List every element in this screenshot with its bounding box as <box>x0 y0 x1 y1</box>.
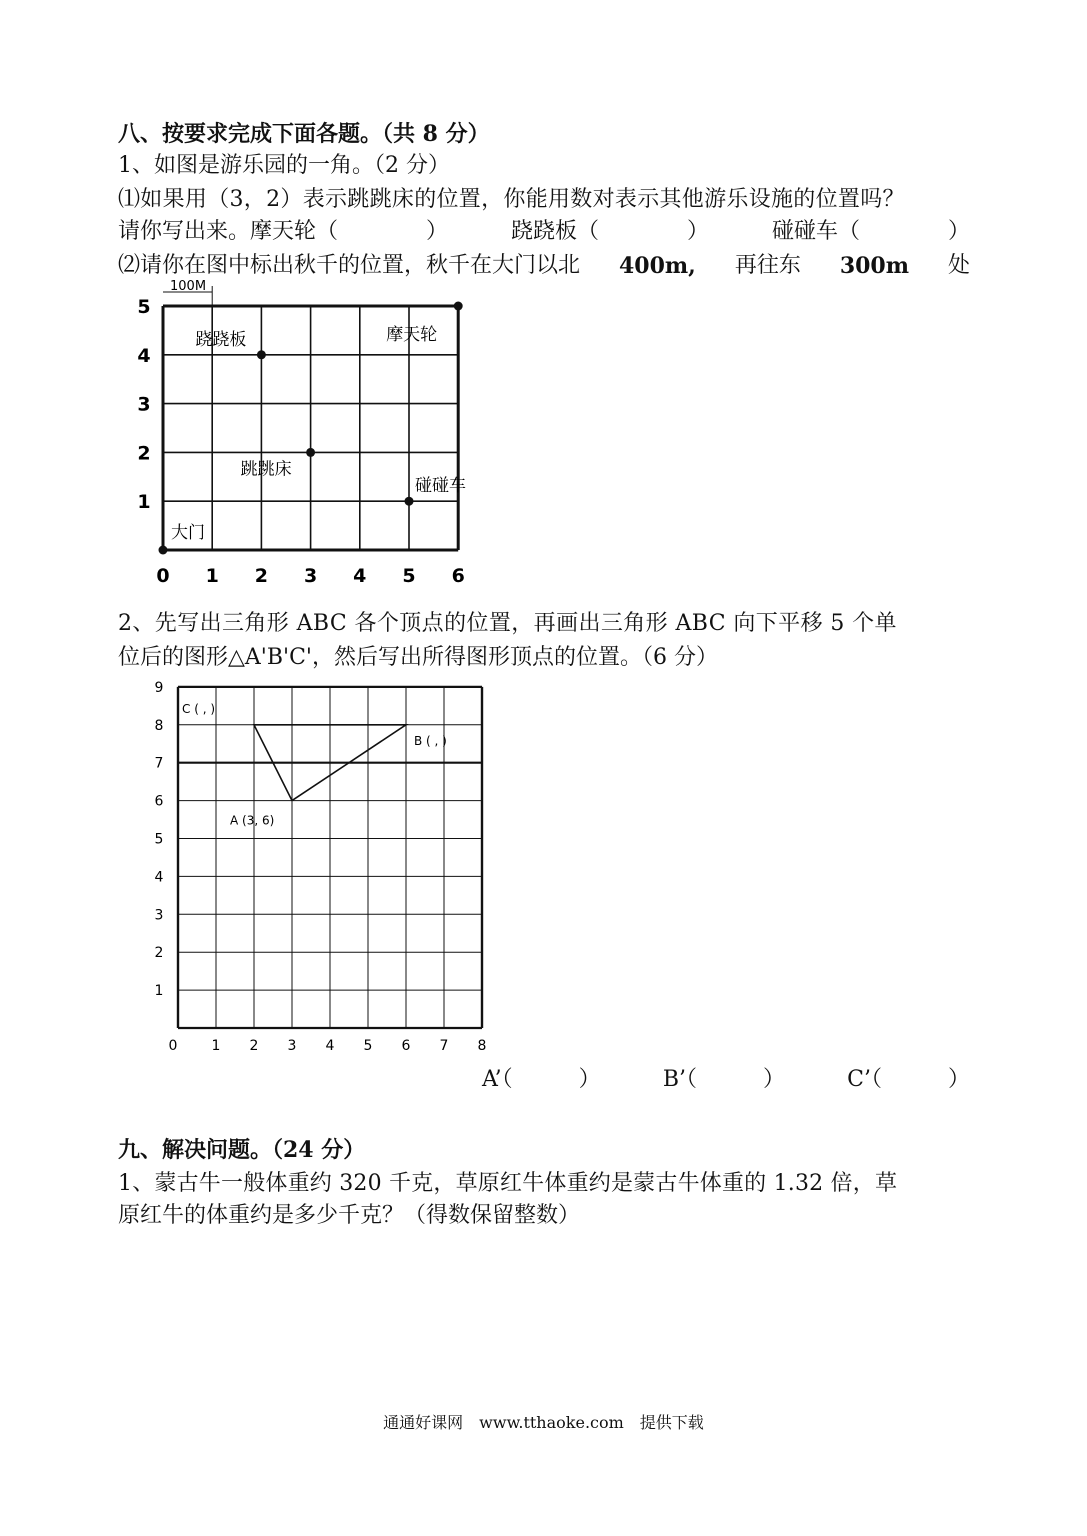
point-marker <box>159 546 168 555</box>
y-tick-label: 2 <box>154 945 164 962</box>
point-marker <box>257 350 266 359</box>
s9-q1-line1: 1、蒙古牛一般体重约 320 千克，草原红牛体重约是蒙古牛体重的 1.32 倍，草 <box>118 1171 898 1196</box>
q1-part2-e: 处 <box>947 253 970 278</box>
amusement-park-grid <box>130 279 490 590</box>
vertex-label: B ( , ) <box>414 733 447 748</box>
point-label: 跷跷板 <box>195 329 247 350</box>
x-tick-label: 5 <box>402 565 416 587</box>
y-tick-label: 5 <box>154 831 164 848</box>
answer-a-prime: A’（ ） <box>482 1067 601 1092</box>
x-tick-label: 3 <box>287 1038 297 1054</box>
q1-part2-c: 再往东 <box>734 253 801 278</box>
y-tick-label: 8 <box>154 717 164 734</box>
x-tick-label: 2 <box>254 565 269 587</box>
y-tick-label: 3 <box>154 907 164 924</box>
point-label: 大门 <box>171 523 205 543</box>
x-tick-label: 0 <box>168 1038 178 1054</box>
s9-q1-line2: 原红牛的体重约是多少千克？（得数保留整数） <box>118 1203 581 1228</box>
x-tick-label: 6 <box>401 1038 411 1054</box>
y-tick-label: 4 <box>154 869 164 886</box>
y-tick-label: 4 <box>137 344 151 367</box>
vertex-label: C ( , ) <box>182 701 215 716</box>
x-tick-label: 4 <box>353 565 367 587</box>
triangle-grid <box>140 675 500 1065</box>
q2-line1: 2、先写出三角形 ABC 各个顶点的位置，再画出三角形 ABC 向下平移 5 个单 <box>118 611 897 636</box>
seesaw-blank: 跷跷板（ ） <box>510 219 709 244</box>
answer-c-prime: C’（ ） <box>847 1067 970 1092</box>
section-8-title: 八、按要求完成下面各题。（共 8 分） <box>118 121 490 147</box>
point-marker <box>454 302 463 311</box>
answer-b-prime: B’（ ） <box>662 1067 785 1092</box>
x-tick-label: 0 <box>156 565 170 587</box>
y-tick-label: 6 <box>154 793 164 810</box>
point-label: 摩天轮 <box>386 325 438 345</box>
q1-part2 <box>118 252 970 280</box>
y-tick-label: 9 <box>154 679 164 696</box>
section-9-title: 九、解决问题。（24 分） <box>118 1137 366 1163</box>
x-tick-label: 8 <box>477 1038 487 1054</box>
x-tick-label: 2 <box>249 1038 259 1054</box>
vertex-label: A (3, 6) <box>230 813 275 828</box>
y-tick-label: 1 <box>154 983 164 1000</box>
x-tick-label: 6 <box>451 565 465 587</box>
q1-part2-b: 400m, <box>618 253 696 279</box>
bumper-car-blank: 碰碰车（ ） <box>771 219 970 244</box>
x-tick-label: 3 <box>303 565 318 587</box>
q1-part1-line2 <box>118 218 970 246</box>
point-label: 跳跳床 <box>240 459 292 480</box>
q2-answers <box>482 1066 970 1094</box>
y-tick-label: 3 <box>137 393 151 416</box>
x-tick-label: 5 <box>363 1038 373 1054</box>
point-marker <box>306 448 315 457</box>
y-tick-label: 1 <box>137 491 151 514</box>
x-tick-label: 1 <box>205 565 219 587</box>
q1-part2-d: 300m <box>839 253 910 279</box>
q1-part1-line1: ⑴如果用（3，2）表示跳跳床的位置，你能用数对表示其他游乐设施的位置吗？ <box>118 187 905 212</box>
ferris-wheel-blank: 请你写出来。摩天轮（ ） <box>118 219 449 244</box>
x-tick-label: 4 <box>325 1038 335 1054</box>
point-label: 碰碰车 <box>415 476 466 497</box>
q2-line2: 位后的图形△A'B'C'，然后写出所得图形顶点的位置。（6 分） <box>118 645 718 670</box>
point-marker <box>405 497 414 506</box>
q1-part2-a: ⑵请你在图中标出秋千的位置，秋千在大门以北 <box>118 253 581 278</box>
scale-label: 100M <box>170 279 207 294</box>
x-tick-label: 7 <box>439 1038 449 1054</box>
q1-title: 1、如图是游乐园的一角。（2 分） <box>118 153 450 178</box>
x-tick-label: 1 <box>211 1038 221 1054</box>
y-tick-label: 7 <box>154 755 164 772</box>
y-tick-label: 5 <box>137 296 151 318</box>
y-tick-label: 2 <box>137 442 151 465</box>
footer: 通通好课网 www.tthaoke.com 提供下载 <box>383 1413 704 1432</box>
